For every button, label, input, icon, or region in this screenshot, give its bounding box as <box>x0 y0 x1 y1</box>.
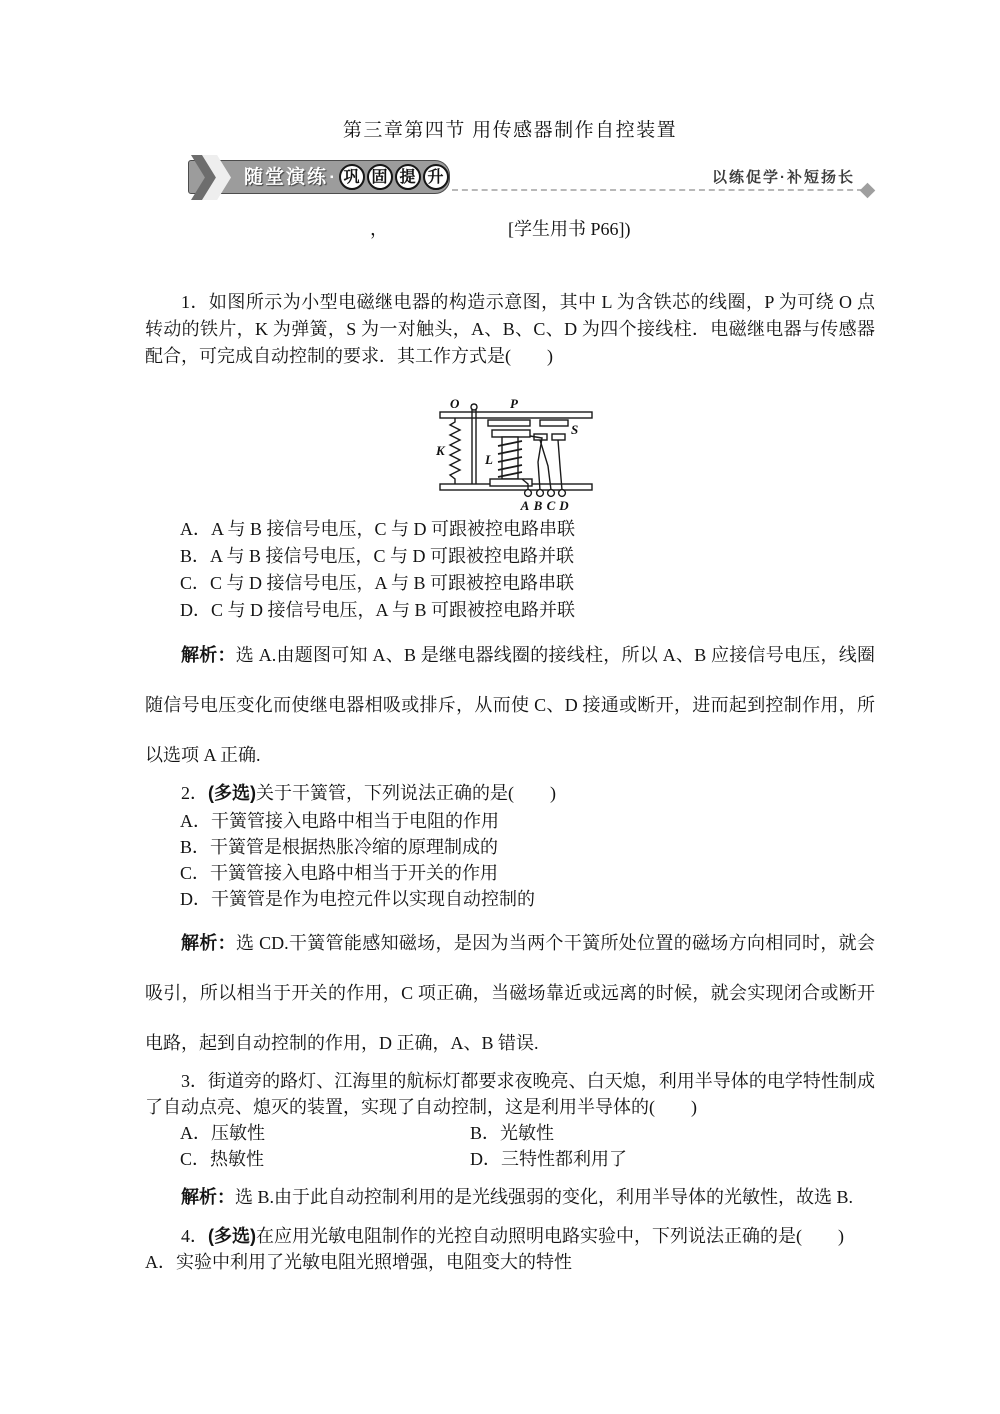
coil-top-plate <box>492 430 530 437</box>
armature-pad <box>488 420 530 426</box>
relay-diagram-svg <box>430 396 620 514</box>
terminal-D <box>559 490 566 497</box>
question-text: 关于干簧管，下列说法正确的是( ) <box>256 783 556 803</box>
stray-comma: ， <box>370 219 388 239</box>
question-number: 4． <box>181 1226 208 1246</box>
option: A．压敏性 <box>180 1123 265 1143</box>
option: C．热敏性 <box>180 1149 265 1169</box>
question-number: 2． <box>181 783 208 803</box>
pivot-pin <box>471 404 477 410</box>
relay-diagram <box>430 396 620 514</box>
label-D: D <box>559 498 569 513</box>
terminal-B <box>537 490 544 497</box>
banner-right-slogan: 以练促学·补短扬长 <box>712 169 855 186</box>
option: D．C 与 D 接信号电压，A 与 B 可跟被控电路并联 <box>180 600 576 620</box>
label-K: K <box>436 443 445 458</box>
spring <box>450 418 460 484</box>
option: A．干簧管接入电路中相当于电阻的作用 <box>180 811 499 831</box>
analysis-text: 选 A.由题图可知 A、B 是继电器线圈的接线柱，所以 A、B 应接信号电压，线圈随信号电压变化而使继电器相吸或排斥，从而使 C、D 接通或断开，进而起到控制作用，所以选项 A 正确. <box>145 645 875 765</box>
student-book-reference <box>145 216 875 243</box>
label-S: S <box>571 422 579 437</box>
question-1-analysis <box>145 630 875 780</box>
label-O: O <box>450 396 460 411</box>
question-2-stem <box>145 780 875 806</box>
diamond-icon <box>860 183 876 199</box>
armature-bar <box>440 412 592 418</box>
banner-separator-icon: ▪ <box>330 171 334 183</box>
question-4-stem <box>145 1223 875 1249</box>
question-3-stem: 3．街道旁的路灯、江海里的航标灯都要求夜晚亮、白天熄，利用半导体的电学特性制成了自动点亮、熄灭的装置，实现了自动控制，这是利用半导体的( ) <box>145 1071 875 1117</box>
multi-select-tag: (多选) <box>208 783 256 803</box>
student-book-page: [学生用书 P66]) <box>508 219 631 239</box>
question-1-options <box>145 516 875 624</box>
label-L: L <box>485 452 493 467</box>
page-title: 第三章第四节 用传感器制作自控装置 <box>342 120 678 141</box>
wire-C <box>540 440 551 490</box>
question-2-analysis <box>145 918 875 1068</box>
terminal-A <box>525 490 532 497</box>
armature-pad <box>540 420 568 426</box>
option: A．A 与 B 接信号电压，C 与 D 可跟被控电路串联 <box>180 519 576 539</box>
terminal-C <box>548 490 555 497</box>
banner-circled-char: 固 <box>367 164 393 190</box>
option: B．干簧管是根据热胀冷缩的原理制成的 <box>180 837 499 857</box>
question-1-stem: 1．如图所示为小型电磁继电器的构造示意图，其中 L 为含铁芯的线圈，P 为可绕 O 点转动的铁片，K 为弹簧，S 为一对触头，A、B、C、D 为四个接线柱．电磁继电器与传感器配合，可完成自动控制的要求．其工作方式是( ) <box>145 292 875 366</box>
option: B．光敏性 <box>470 1123 555 1143</box>
analysis-label: 解析： <box>181 1187 235 1207</box>
option: C．C 与 D 接信号电压，A 与 B 可跟被控电路串联 <box>180 573 575 593</box>
label-A: A <box>520 498 530 513</box>
option: B．A 与 B 接信号电压，C 与 D 可跟被控电路并联 <box>180 546 575 566</box>
question-3-analysis <box>145 1184 875 1211</box>
analysis-label: 解析： <box>181 933 236 953</box>
question-3-options-row-1 <box>145 1120 875 1146</box>
question-4-option-a: A．实验中利用了光敏电阻光照增强，电阻变大的特性 <box>145 1252 572 1272</box>
label-P: P <box>510 396 518 411</box>
banner-circled-char: 巩 <box>339 164 365 190</box>
label-B: B <box>533 498 543 513</box>
banner-circled-char: 提 <box>395 164 421 190</box>
multi-select-tag: (多选) <box>208 1226 256 1246</box>
contact <box>552 434 565 440</box>
analysis-text: 选 B.由于此自动控制利用的是光线强弱的变化，利用半导体的光敏性，故选 B. <box>235 1187 854 1207</box>
option: C．干簧管接入电路中相当于开关的作用 <box>180 863 499 883</box>
section-banner <box>188 160 875 196</box>
banner-circled-char: 升 <box>423 164 449 190</box>
question-text: 在应用光敏电阻制作的光控自动照明电路实验中，下列说法正确的是( ) <box>256 1226 844 1246</box>
analysis-label: 解析： <box>181 645 236 665</box>
wire-D <box>558 440 562 490</box>
option: D．三特性都利用了 <box>470 1149 627 1169</box>
question-3-options-row-2 <box>145 1146 875 1172</box>
question-2-options <box>145 808 875 912</box>
banner-left-label: 随堂演练 <box>244 166 329 188</box>
option: D．干簧管是作为电控元件以实现自动控制的 <box>180 889 535 909</box>
analysis-text: 选 CD.干簧管能感知磁场，是因为当两个干簧所处位置的磁场方向相同时，就会吸引，所以相当于开关的作用，C 项正确，当磁场靠近或远离的时候，就会实现闭合或断开电路，起到自动控制的作用，D 正确，A、B 错误. <box>145 933 875 1053</box>
label-C: C <box>546 498 556 513</box>
